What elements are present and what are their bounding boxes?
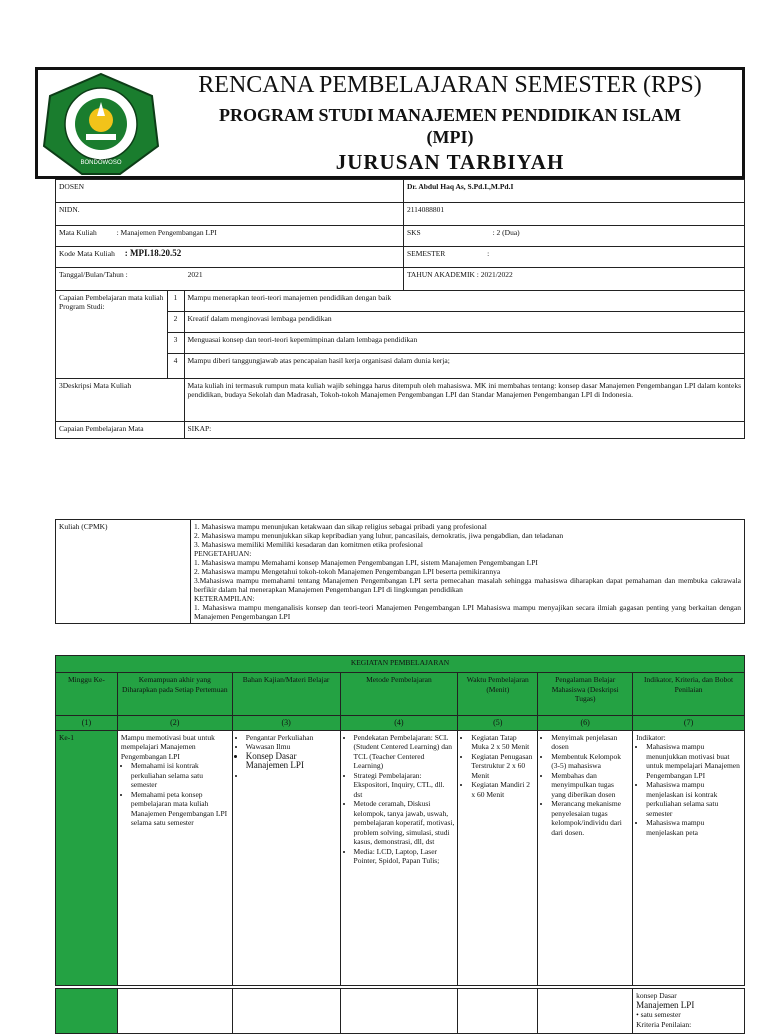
course-info-table [55, 179, 745, 439]
empty-cell [117, 989, 232, 1034]
cpmk-line: 1. Mahasiswa mampu Memahami konsep Manajemen Pengembangan LPI, sistem Manajemen Pengembangan LPI [194, 558, 538, 567]
indikator-line: Kriteria Penilaian: [636, 1019, 692, 1029]
tahun-akademik: TAHUN AKADEMIK : 2021/2022 [403, 268, 744, 291]
column-header: Pengalaman Belajar Mahasiswa (Deskripsi Tugas) [538, 673, 633, 716]
tanggal-value: 2021 [187, 270, 203, 279]
sks-value: : 2 (Dua) [492, 228, 520, 237]
cpmk-label: Capaian Pembelajaran Mata [56, 422, 185, 439]
cpl-label: Capaian Pembelajaran mata kuliah Program Studi: [56, 291, 168, 379]
cpl-text: Menguasai konsep dan teori-teori kepemimpinan dalam lembaga pendidikan [184, 333, 745, 354]
kemampuan-item: • Memahami isi kontrak perkuliahan selama satu semester [131, 761, 229, 790]
dosen-label: DOSEN [56, 180, 404, 203]
pengalaman-item: • Membahas dan menyimpulkan tugas yang diberikan dosen [551, 771, 629, 800]
waktu-item: • Kegiatan Tatap Muka 2 x 50 Menit [471, 733, 534, 752]
column-header: Kemampuan akhir yang Diharapkan pada Setiap Pertemuan [117, 673, 232, 716]
column-number: (2) [117, 716, 232, 731]
sks-cell [403, 226, 744, 247]
program-name [170, 104, 730, 148]
tanggal-label: Tanggal/Bulan/Tahun : [59, 270, 128, 279]
info-row-dosen [56, 180, 745, 203]
metode-item: • Media: LCD, Laptop, Laser Pointer, Spidol, Papan Tulis; [354, 847, 455, 866]
column-number: (5) [458, 716, 538, 731]
kode-cell [56, 247, 404, 268]
cpmk-row [56, 520, 745, 624]
mata-kuliah-value: : Manajemen Pengembangan LPI [116, 228, 217, 237]
kemampuan-item: • Memahami peta konsep pembelajaran mata kuliah Manajemen Pengembangan LPI selama satu semester [131, 790, 229, 828]
cpl-text: Mampu menerapkan teori-teori manajemen pendidikan dengan baik [184, 291, 745, 312]
info-row-tanggal [56, 268, 745, 291]
column-header: Minggu Ke- [56, 673, 118, 716]
info-row-cpmk [56, 422, 745, 439]
department-name: JURUSAN TARBIYAH [335, 150, 565, 174]
kemampuan-intro: Mampu memotivasi buat untuk mempelajari Manajemen Pengembangan LPI [120, 732, 215, 761]
waktu-item: • Kegiatan Penugasan Terstruktur 2 x 60 Menit [471, 752, 534, 781]
kode-value: : MPI.18.20.52 [124, 248, 182, 258]
bahan-item: • Pengantar Perkuliahan [246, 733, 337, 743]
empty-cell [340, 989, 458, 1034]
column-number: (1) [56, 716, 118, 731]
cpl-number: 3 [167, 333, 184, 354]
info-row-kode [56, 247, 745, 268]
waktu-list [461, 733, 534, 800]
column-number: (4) [340, 716, 458, 731]
waktu-cell [458, 730, 538, 985]
metode-item: • Metode ceramah, Diskusi kelompok, tanya jawab, uswah, pembelajaran koperatif, motivasi, problem solving, simulasi, studi kasus, demonstrasi, dll, dst [354, 799, 455, 847]
pengalaman-list [541, 733, 629, 838]
nidn-label: NIDN. [56, 203, 404, 226]
metode-cell [340, 730, 458, 985]
empty-cell [458, 989, 538, 1034]
indikator-line: • satu semester [636, 1010, 681, 1019]
cpmk-line: 3.Mahasiswa mampu memahami tentang Manajemen Pengembangan LPI serta pemecahan masalah sehingga mahasiswa diharapkan dapat pemahaman dan membuka cakrawala berfikir dalam hal menerapkan Manajemen Pengembangan LPI di lingkungan pendidikan [194, 576, 741, 594]
cpmk-line: 1. Mahasiswa mampu menunjukan ketakwaan dan sikap religius sebagai pribadi yang profesional [194, 522, 487, 531]
pengalaman-item: • Merancang mekanisme penyelesaian tugas kelompok/individu dari dari dosen. [551, 799, 629, 837]
cpmk-sikap: SIKAP: [184, 422, 745, 439]
sks-label: SKS [406, 228, 421, 237]
kegiatan-row-week-1 [56, 730, 745, 985]
semester-cell [403, 247, 744, 268]
metode-item: • Pendekatan Pembelajaran: SCL (Student Centered Learning) dan TCL (Teacher Centered Learning) [354, 733, 455, 771]
semester-label: SEMESTER [406, 249, 446, 258]
deskripsi-text: Mata kuliah ini termasuk rumpun mata kuliah wajib sehingga harus ditempuh oleh mahasiswa. MK ini membahas tentang: konsep dasar Manajemen Pengembangan LPI dalam konteks pendidikan, budaya Sekolah dan Madrasah, Tokoh-tokoh Manajemen Pengembangan LPI dan Standar Manajemen Pengembangan LPI di Indonesia. [184, 379, 745, 422]
metode-list [344, 733, 455, 866]
document-title: RENCANA PEMBELAJARAN SEMESTER (RPS) [198, 72, 702, 98]
waktu-item: • Kegiatan Mandiri 2 x 60 Menit [471, 780, 534, 799]
info-row-nidn [56, 203, 745, 226]
kegiatan-header-row [56, 673, 745, 716]
indikator-cell [633, 730, 745, 985]
minggu-cell-continued [56, 989, 118, 1034]
indikator-item: • Mahasiswa mampu menunjukkan motivasi buat untuk mempelajari Manajemen Pengembangan LPI [646, 742, 741, 780]
bahan-item: • Wawasan Ilmu [246, 742, 337, 752]
cpl-number: 2 [167, 312, 184, 333]
dosen-value: Dr. Abdul Haq As, S.Pd.I.,M.Pd.I [403, 180, 744, 203]
nidn-value: 2114088801 [403, 203, 744, 226]
info-row-deskripsi [56, 379, 745, 422]
cpl-number: 1 [167, 291, 184, 312]
deskripsi-label: 3Deskripsi Mata Kuliah [56, 379, 185, 422]
bahan-item: • Konsep Dasar Manajemen LPI [246, 752, 337, 771]
program-line-1: PROGRAM STUDI MANAJEMEN PENDIDIKAN ISLAM [218, 105, 681, 125]
indikator-item: • Mahasiswa mampu menjelaskan isi kontrak perkuliahan selama satu semester [646, 780, 741, 818]
cpl-number: 4 [167, 354, 184, 379]
cpmk-continued-label: Kuliah (CPMK) [56, 520, 191, 624]
metode-item: • Strategi Pembelajaran: Ekspositori, Inquiry, CTL, dll. dst [354, 771, 455, 800]
program-line-2: (MPI) [426, 127, 474, 147]
column-number: (3) [232, 716, 340, 731]
kemampuan-list [121, 761, 229, 828]
cpl-text: Mampu diberi tanggungjawab atas pencapaian hasil kerja organisasi dalam dunia kerja; [184, 354, 745, 379]
bahan-list [236, 733, 337, 781]
kode-label: Kode Mata Kuliah [59, 249, 115, 258]
pengalaman-item: • Menyimak penjelasan dosen [551, 733, 629, 752]
bahan-cell [232, 730, 340, 985]
mata-kuliah-label: Mata Kuliah [59, 228, 97, 237]
indikator-item: • Mahasiswa mampu menjelaskan peta [646, 818, 741, 837]
semester-value: : [487, 249, 490, 258]
svg-text:BONDOWOSO: BONDOWOSO [80, 160, 122, 166]
cpl-text: Kreatif dalam menginovasi lembaga pendidikan [184, 312, 745, 333]
cpmk-table [55, 519, 745, 624]
mata-kuliah-cell [56, 226, 404, 247]
kegiatan-table-continued [55, 988, 745, 1034]
cpmk-line: 1. Mahasiswa mampu menganalisis konsep dan teori-teori Manajemen Pengembangan LPI Mahasiswa mampu menyajikan secara ilmiah gagasan penting yang berkaitan dengan Manajemen Pengembangan LPI [194, 603, 741, 621]
kemampuan-cell [117, 730, 232, 985]
column-number-row [56, 716, 745, 731]
indikator-line: konsep Dasar [636, 991, 677, 1000]
cpmk-content [191, 520, 745, 624]
cpmk-line: 2. Mahasiswa mampu menunjukkan sikap kepribadian yang luhur, pancasilais, demokratis, jiwa pengabdian, dan teladanan [194, 531, 564, 540]
empty-cell [232, 989, 340, 1034]
kegiatan-row-continued [56, 989, 745, 1034]
cpmk-line: 3. Mahasiswa memiliki Memiliki kesadaran dan komitmen etika profesional [194, 540, 423, 549]
column-header: Metode Pembelajaran [340, 673, 458, 716]
kegiatan-title-row [56, 656, 745, 673]
indikator-list [636, 742, 741, 837]
kegiatan-title: KEGIATAN PEMBELAJARAN [56, 656, 745, 673]
indikator-cell-continued [633, 989, 745, 1034]
indikator-intro: Indikator: [636, 732, 666, 742]
cpmk-heading: KETERAMPILAN: [194, 594, 255, 603]
kegiatan-table [55, 655, 745, 986]
empty-cell [538, 989, 633, 1034]
column-header: Waktu Pembelajaran (Menit) [458, 673, 538, 716]
cpmk-heading: PENGETAHUAN: [194, 549, 252, 558]
pengalaman-cell [538, 730, 633, 985]
info-row-mk [56, 226, 745, 247]
tanggal-cell [56, 268, 404, 291]
minggu-cell: Ke-1 [56, 730, 118, 985]
cpl-row-1 [56, 291, 745, 312]
indikator-line: Manajemen LPI [636, 999, 695, 1010]
column-number: (7) [633, 716, 745, 731]
pengalaman-item: • Membentuk Kelompok (3-5) mahasiswa [551, 752, 629, 771]
bahan-item [246, 771, 337, 781]
column-number: (6) [538, 716, 633, 731]
column-header: Indikator, Kriteria, dan Bobot Penilaian [633, 673, 745, 716]
cpmk-line: 2. Mahasiswa mampu Mengetahui tokoh-tokoh Manajemen Pengembangan LPI beserta pemikirannya [194, 567, 501, 576]
institution-logo-icon [42, 72, 160, 176]
column-header: Bahan Kajian/Materi Belajar [232, 673, 340, 716]
